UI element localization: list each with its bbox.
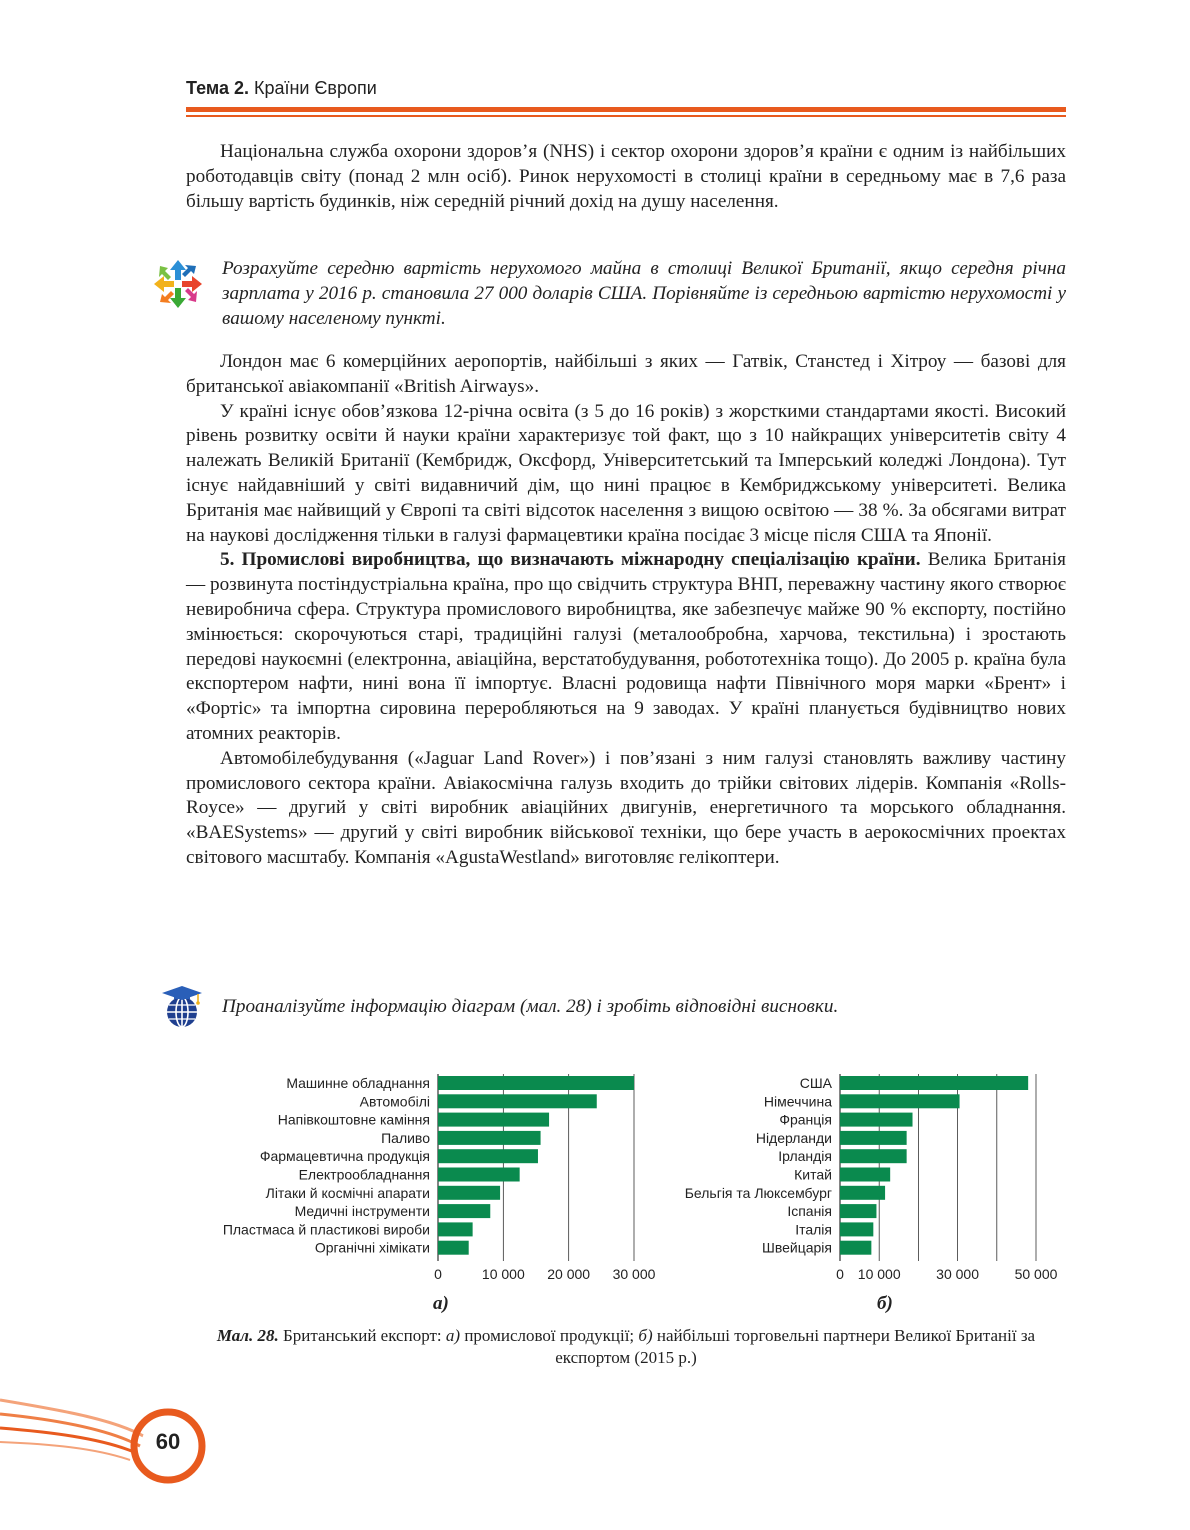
bar bbox=[438, 1241, 469, 1255]
paragraph-airports: Лондон має 6 комерційних аеропортів, найбільші з яких — Гатвік, Станстед і Хітроу — базові для британської авіакомпанії «British Airways». bbox=[186, 351, 1066, 397]
category-label: Літаки й космічні апарати bbox=[265, 1184, 430, 1201]
caption-text-2: промислової продукції; bbox=[460, 1326, 639, 1345]
bar bbox=[438, 1168, 520, 1182]
category-label: США bbox=[799, 1075, 832, 1091]
task-text: Проаналізуйте інформацію діаграм (мал. 28) і зробіть відповідні висновки. bbox=[222, 996, 839, 1017]
bar bbox=[438, 1094, 597, 1108]
category-label: Автомобілі bbox=[359, 1093, 430, 1110]
bar bbox=[840, 1186, 885, 1200]
bar bbox=[438, 1149, 538, 1163]
paragraphs-airports-education bbox=[186, 350, 1066, 871]
category-label: Пластмаса й пластикові вироби bbox=[222, 1221, 430, 1238]
caption-label: Мал. 28. bbox=[216, 1326, 279, 1345]
bar bbox=[438, 1186, 500, 1200]
category-label: Паливо bbox=[381, 1129, 430, 1146]
task-calculate bbox=[222, 257, 1066, 331]
category-label: Китай bbox=[794, 1166, 832, 1183]
tick-label: 10 000 bbox=[481, 1266, 525, 1282]
arrows-cross-icon bbox=[152, 258, 204, 310]
bar bbox=[438, 1131, 541, 1145]
page-corner-swoosh bbox=[0, 1380, 220, 1530]
bar bbox=[840, 1131, 907, 1145]
tick-label: 0 bbox=[434, 1266, 442, 1282]
category-label: Франція bbox=[779, 1111, 832, 1128]
page-header bbox=[186, 78, 377, 99]
topic-number: Тема 2. bbox=[186, 78, 249, 98]
task-text: Розрахуйте середню вартість нерухомого майна в столиці Великої Британії, якщо середня річна зарплата у 2016 р. становила 27 000 доларів США. Порівняйте із середньою вартістю нерухомості у вашому населеному пункті. bbox=[222, 258, 1066, 329]
paragraph-industry bbox=[186, 548, 1066, 746]
paragraph-health bbox=[186, 140, 1066, 214]
caption-b-label: б) bbox=[638, 1326, 653, 1345]
paragraph-text: Національна служба охорони здоров’я (NHS) і сектор охорони здоров’я країни є одним із найбільших роботодавців світу (понад 2 млн осіб). Ринок нерухомості в столиці країни в середньому має в 7,6 раза більшу вартість будинків, ніж середній річний дохід на душу населення. bbox=[186, 141, 1066, 212]
caption-a-label: а) bbox=[445, 1326, 461, 1345]
bar bbox=[840, 1094, 960, 1108]
category-label: Нідерланди bbox=[755, 1129, 832, 1146]
figure-caption bbox=[186, 1325, 1066, 1369]
category-label: Напівкоштовне каміння bbox=[277, 1111, 430, 1128]
tick-label: 20 000 bbox=[547, 1266, 591, 1282]
bar bbox=[438, 1113, 549, 1127]
task-analyze bbox=[222, 995, 1066, 1020]
chart-a-sublabel: а) bbox=[433, 1293, 449, 1314]
category-label: Німеччина bbox=[763, 1093, 832, 1110]
paragraph-education: У країні існує обов’язкова 12-річна освіта (з 5 до 16 років) з жорсткими стандартами якості. Високий рівень розвитку освіти й науки країни характеризує той факт, що з 10 найкращих університетів світу 4 належать Великій Британії (Кембридж, Оксфорд, Університетський та Імперський коледжі Лондона). Тут існує найдавніший у світі видавничий дім, що нині працює в Кембриджському університеті. Велика Британія має найвищий у Європі та світі відсоток населення з вищою освітою — 38 %. За обсягами витрат на наукові дослідження тільки в галузі фармацевтики країна посідає 3 місце після США та Японії. bbox=[186, 400, 1066, 546]
paragraph-automotive: Автомобілебудування («Jaguar Land Rover») і пов’язані з ним галузі становлять важливу частину промислового сектора країни. Авіакосмічна галузь входить до трійки світових лідерів. Компанія «Rolls-Royce» — другий у світі виробник авіаційних двигунів, енергетичного та морського обладнання. «BAESystems» — другий у світі виробник військової техніки, що бере участь в аерокосмічних проектах світового масштабу. Компанія «AgustaWestland» виготовляє гелікоптери. bbox=[186, 747, 1066, 868]
category-label: Електрообладнання bbox=[298, 1166, 430, 1183]
chart-b-sublabel: б) bbox=[877, 1293, 893, 1314]
category-label: Медичні інструменти bbox=[294, 1203, 430, 1220]
bar bbox=[840, 1168, 890, 1182]
globe-graduation-cap-icon bbox=[158, 982, 206, 1030]
category-label: Іспанія bbox=[787, 1203, 832, 1220]
category-label: Машинне обладнання bbox=[286, 1075, 430, 1091]
category-label: Бельгія та Люксембург bbox=[684, 1184, 832, 1201]
bar bbox=[840, 1076, 1028, 1090]
caption-text-1: Британський експорт: bbox=[278, 1326, 446, 1345]
category-label: Італія bbox=[795, 1221, 832, 1238]
tick-label: 10 000 bbox=[857, 1266, 901, 1282]
bar bbox=[840, 1222, 873, 1236]
chart-industrial-exports bbox=[180, 1068, 680, 1290]
category-label: Органічні хімікати bbox=[314, 1239, 430, 1256]
caption-text-3: найбільші торговельні партнери Великої Британії за експортом (2015 р.) bbox=[555, 1326, 1036, 1367]
bar bbox=[840, 1204, 876, 1218]
tick-label: 30 000 bbox=[936, 1266, 980, 1282]
category-label: Швейцарія bbox=[762, 1239, 832, 1256]
category-label: Фармацевтична продукція bbox=[259, 1148, 430, 1165]
category-label: Ірландія bbox=[778, 1148, 832, 1165]
header-rule-thick bbox=[186, 107, 1066, 112]
section-heading: 5. Промислові виробництва, що визначають міжнародну спеціалізацію країни. bbox=[220, 549, 921, 571]
tick-label: 0 bbox=[836, 1266, 844, 1282]
bar bbox=[438, 1222, 473, 1236]
paragraph-industry-text: Велика Британія — розвинута постіндустріальна країна, про що свідчить структура ВНП, переважну частину якого створює невиробнича сфера. Структура промислового виробництва, яке забезпечує майже 90 % експорту, постійно змінюється: скорочуються старі, традиційні галузі (металообробна, харчова, текстильна) і зростають передові наукоємні (електронна, авіаційна, верстатобудування, робототехніка тощо). До 2005 р. країна була експортером нафти, нині вона її імпортує. Власні родовища нафти Північного моря марки «Брент» і «Фортіс» та імпортна сировина переробляються на 9 заводах. У країні планується будівництво нових атомних реакторів. bbox=[186, 549, 1066, 744]
topic-title: Країни Європи bbox=[248, 78, 377, 98]
bar bbox=[840, 1241, 871, 1255]
tick-label: 50 000 bbox=[1014, 1266, 1058, 1282]
page-number: 60 bbox=[155, 1429, 181, 1454]
bar bbox=[438, 1204, 490, 1218]
bar bbox=[840, 1113, 913, 1127]
bar bbox=[438, 1076, 634, 1090]
bar bbox=[840, 1149, 907, 1163]
tick-label: 30 000 bbox=[612, 1266, 656, 1282]
header-rule-thin bbox=[186, 115, 1066, 117]
chart-trade-partners bbox=[640, 1068, 1080, 1290]
